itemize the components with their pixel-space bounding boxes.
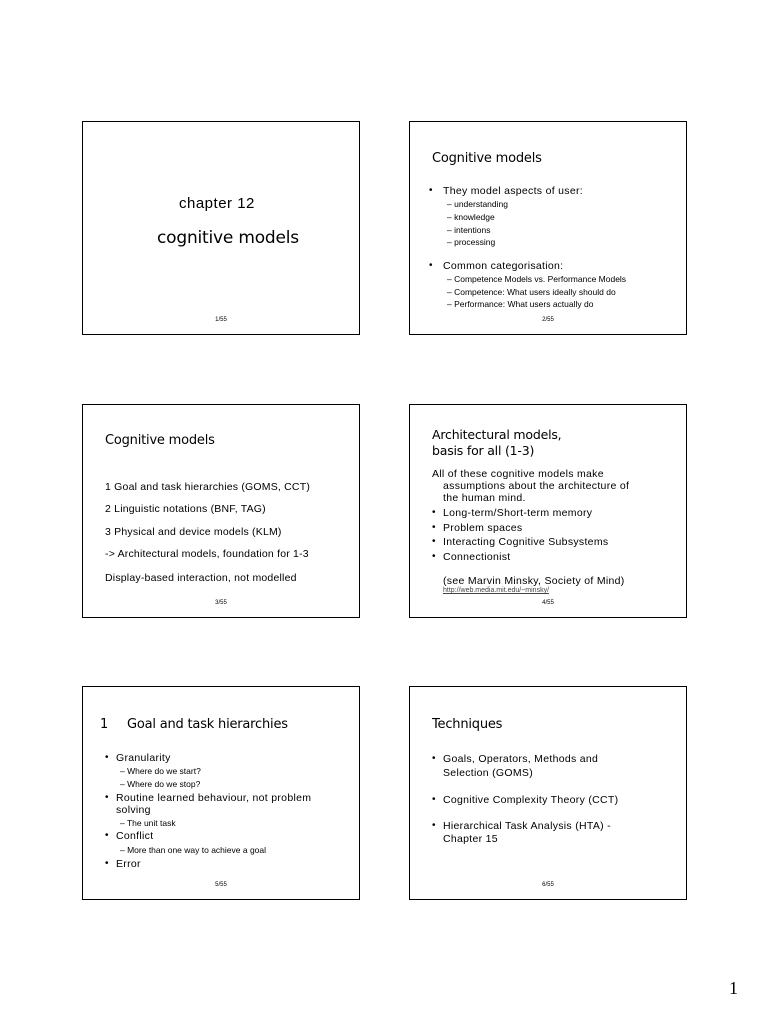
slide-2 <box>409 121 687 335</box>
slide-3 <box>82 404 360 618</box>
list-item: 3 Physical and device models (KLM) <box>105 526 282 538</box>
list-item: Display-based interaction, not modelled <box>105 572 297 584</box>
sub-bullet-text: Performance: What users actually do <box>454 299 594 309</box>
bullet-icon: • <box>432 753 436 764</box>
page-number: 1 <box>729 978 738 998</box>
slide-page-number: 4/55 <box>542 600 554 606</box>
bullet-icon: • <box>432 794 436 805</box>
bullet-icon: • <box>105 830 109 841</box>
bullet-text: They model aspects of user: <box>443 185 583 197</box>
bullet-text: Common categorisation: <box>443 260 564 272</box>
bullet-icon: • <box>105 858 109 869</box>
bullet-text: Hierarchical Task Analysis (HTA) - <box>443 820 611 832</box>
slide-page-number: 5/55 <box>215 882 227 888</box>
sub-bullet-text: knowledge <box>454 212 495 222</box>
slide-1 <box>82 121 360 335</box>
slide-page-number: 2/55 <box>542 317 554 323</box>
slide-6 <box>409 686 687 900</box>
slide-title-number: 1 <box>100 717 109 732</box>
slide-title: Techniques <box>432 717 503 732</box>
bullet-text: Conflict <box>116 830 154 842</box>
slide-page-number: 3/55 <box>215 600 227 606</box>
slide-page-number: 6/55 <box>542 882 554 888</box>
sub-bullet: – Where do we start? <box>120 766 201 776</box>
bullet-text: Error <box>116 858 141 870</box>
sub-bullet: – The unit task <box>120 818 176 828</box>
bullet-icon: • <box>432 536 436 547</box>
sub-bullet-text: Where do we stop? <box>127 779 201 789</box>
intro-line: the human mind. <box>443 492 526 504</box>
bullet-text: solving <box>116 804 151 816</box>
sub-bullet-text: Competence Models vs. Performance Models <box>454 274 627 284</box>
slide-title-line: Architectural models, <box>432 427 562 442</box>
sub-bullet-text: processing <box>454 237 496 247</box>
sub-bullet: – intentions <box>447 225 491 235</box>
list-item: 2 Linguistic notations (BNF, TAG) <box>105 503 266 515</box>
bullet-text: Chapter 15 <box>443 833 498 845</box>
sub-bullet: – Where do we stop? <box>120 779 201 789</box>
sub-bullet-text: understanding <box>454 199 508 209</box>
slide-title-line: basis for all (1-3) <box>432 443 535 458</box>
bullet-text: Problem spaces <box>443 522 523 534</box>
sub-bullet-text: Where do we start? <box>127 766 201 776</box>
bullet-icon: • <box>432 507 436 518</box>
slide-title: Goal and task hierarchies <box>127 717 288 732</box>
sub-bullet: – processing <box>447 237 496 247</box>
bullet-text: Connectionist <box>443 551 511 563</box>
sub-bullet-text: The unit task <box>126 818 176 828</box>
list-item: 1 Goal and task hierarchies (GOMS, CCT) <box>105 481 311 493</box>
bullet-text: Granularity <box>116 752 171 764</box>
bullet-icon: • <box>432 820 436 831</box>
bullet-text: Long-term/Short-term memory <box>443 507 593 519</box>
sub-bullet: – Competence: What users ideally should do <box>447 287 616 297</box>
slide-chapter: chapter 12 <box>179 195 255 212</box>
bullet-text: Interacting Cognitive Subsystems <box>443 536 609 548</box>
sub-bullet: – Competence Models vs. Performance Models <box>447 274 627 284</box>
sub-bullet: – understanding <box>447 199 508 209</box>
bullet-text: Goals, Operators, Methods and <box>443 753 599 765</box>
sub-bullet-text: More than one way to achieve a goal <box>127 845 267 855</box>
bullet-text: Cognitive Complexity Theory (CCT) <box>443 794 619 806</box>
bullet-icon: • <box>432 551 436 562</box>
sub-bullet: – More than one way to achieve a goal <box>120 845 267 855</box>
sub-bullet: – Performance: What users actually do <box>447 299 594 309</box>
slide-4 <box>409 404 687 618</box>
reference-link[interactable]: http://web.media.mit.edu/~minsky/ <box>443 587 550 594</box>
bullet-text: Selection (GOMS) <box>443 767 533 779</box>
bullet-icon: • <box>432 522 436 533</box>
bullet-icon: • <box>105 752 109 763</box>
slide-title: cognitive models <box>157 228 299 248</box>
sub-bullet: – knowledge <box>447 212 495 222</box>
slide-title: Cognitive models <box>432 151 542 166</box>
sub-bullet-text: intentions <box>454 225 491 235</box>
sub-bullet-text: Competence: What users ideally should do <box>454 287 616 297</box>
bullet-icon: • <box>429 260 433 271</box>
list-item: -> Architectural models, foundation for 1-3 <box>105 548 309 560</box>
bullet-icon: • <box>105 792 109 803</box>
intro-line: assumptions about the architecture of <box>443 480 630 492</box>
slide-5 <box>82 686 360 900</box>
bullet-text: Routine learned behaviour, not problem <box>116 792 312 804</box>
reference-text: (see Marvin Minsky, Society of Mind) <box>443 575 625 587</box>
bullet-icon: • <box>429 185 433 196</box>
slide-page-number: 1/55 <box>215 317 227 323</box>
intro-line: All of these cognitive models make <box>432 468 604 480</box>
slide-title: Cognitive models <box>105 433 215 448</box>
